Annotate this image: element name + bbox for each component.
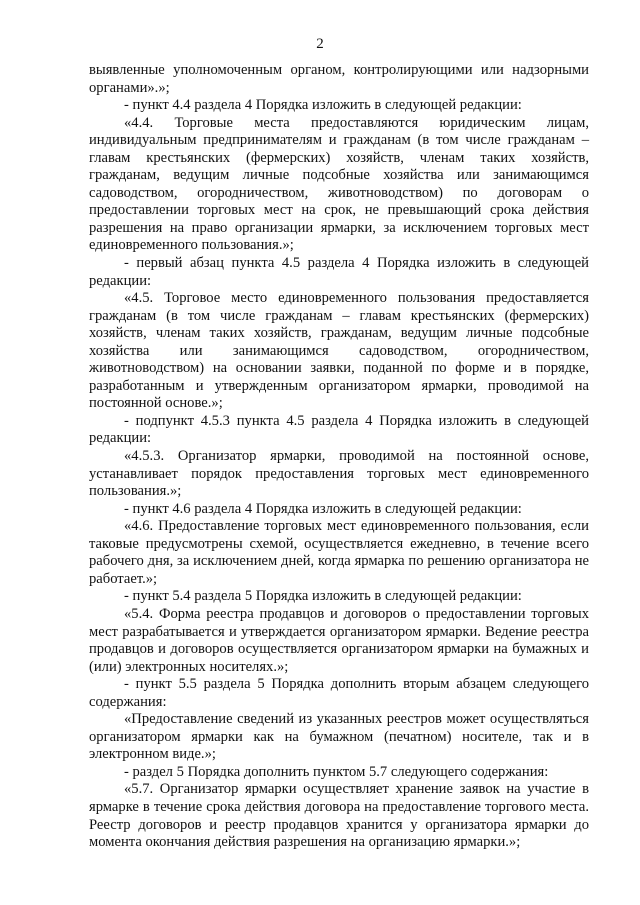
paragraph: - пункт 5.4 раздела 5 Порядка изложить в следующей редакции: — [124, 588, 522, 605]
paragraph: - пункт 4.4 раздела 4 Порядка изложить в следующей редакции: — [124, 97, 522, 114]
page-number: 2 — [316, 36, 324, 52]
paragraph: «4.5.3. Организатор ярмарки, проводимой на постоянной основе, устанавливает порядок предоставления торговых мест единовременного пользования.»; — [89, 448, 589, 500]
paragraph: - первый абзац пункта 4.5 раздела 4 Порядка изложить в следующей редакции: — [89, 255, 589, 289]
paragraph: «Предоставление сведений из указанных реестров может осуществляться организатором ярмарки как на бумажном (печатном) носителе, так и в электронном виде.»; — [89, 711, 589, 763]
paragraph: выявленные уполномоченным органом, контролирующими или надзорными органами».»; — [89, 62, 589, 96]
paragraph: «5.4. Форма реестра продавцов и договоров о предоставлении торговых мест разрабатывается и утверждается организатором ярмарки. Ведение реестра продавцов и договоров осуществляется организатором ярмарки на бумажных и (или) электронных носителях.»; — [89, 605, 589, 675]
document-body — [89, 62, 589, 852]
paragraph: «5.7. Организатор ярмарки осуществляет хранение заявок на участие в ярмарке в течение срока действия договора на предоставление торгового места. Реестр договоров и реестр продавцов хранится у организатора ярмарки до момента окончания действия разрешения на организацию ярмарки.»; — [89, 781, 589, 851]
paragraph: - пункт 4.6 раздела 4 Порядка изложить в следующей редакции: — [124, 500, 522, 517]
paragraph: «4.5. Торговое место единовременного пользования предоставляется гражданам (в том числе гражданам – главам крестьянских (фермерских) хозяйств, членам таких хозяйств, гражданам, ведущим личные подсобные хозяйства или занимающимся садоводством, огородничеством, животноводством) на основании заявки, поданной по форме и в порядке, разработанным и утвержденным организатором ярмарки, проводимой на постоянной основе.»; — [89, 290, 589, 412]
paragraph: «4.4. Торговые места предоставляются юридическим лицам, индивидуальным предпринимателям и гражданам (в том числе гражданам – главам крестьянских (фермерских) хозяйств, членам таких хозяйств, гражданам, ведущим личные подсобные хозяйства или занимающимся садоводством, огородничеством, животноводством) по договорам о предоставлении торговых мест на срок, не превышающий срока действия разрешения на право организации ярмарки, за исключением торговых мест единовременного пользования.»; — [89, 114, 589, 254]
paragraph: «4.6. Предоставление торговых мест единовременного пользования, если таковые предусмотрены схемой, осуществляется ежедневно, в течение всего рабочего дня, за исключением дней, когда ярмарка по решению организатора не работает.»; — [89, 518, 589, 587]
paragraph: - подпункт 4.5.3 пункта 4.5 раздела 4 Порядка изложить в следующей редакции: — [89, 412, 589, 447]
paragraph: - пункт 5.5 раздела 5 Порядка дополнить вторым абзацем следующего содержания: — [89, 676, 589, 710]
paragraph: - раздел 5 Порядка дополнить пунктом 5.7 следующего содержания: — [124, 763, 549, 780]
